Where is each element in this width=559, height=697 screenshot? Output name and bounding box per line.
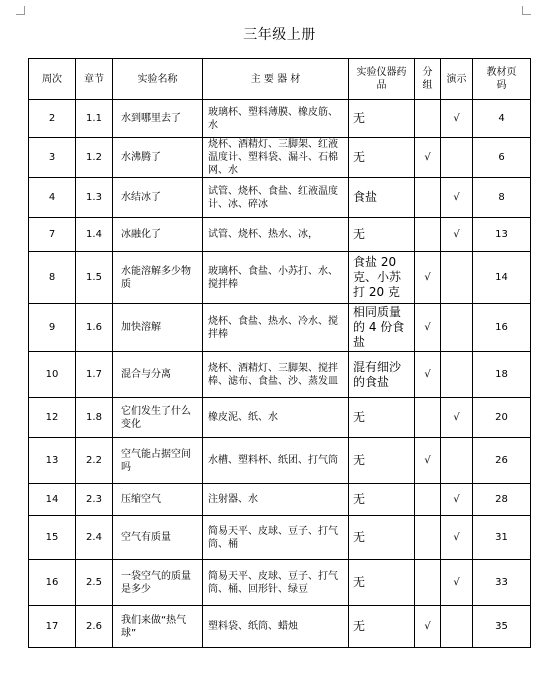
group-check-cell <box>415 100 441 138</box>
demo-check-cell <box>441 252 473 304</box>
experiment-name-cell: 冰融化了 <box>113 218 203 252</box>
group-check-cell: √ <box>415 138 441 178</box>
demo-check-cell: √ <box>441 178 473 218</box>
demo-check-cell: √ <box>441 560 473 606</box>
page-cell: 26 <box>473 438 531 484</box>
materials-cell: 水槽、塑料杯、纸团、打气筒 <box>203 438 349 484</box>
experiment-name-cell: 水能溶解多少物质 <box>113 252 203 304</box>
table-row <box>29 178 531 218</box>
materials-cell: 注射器、水 <box>203 484 349 516</box>
section-cell: 2.4 <box>76 516 113 560</box>
experiment-name-cell: 混合与分离 <box>113 352 203 398</box>
group-check-cell <box>415 560 441 606</box>
group-check-cell: √ <box>415 438 441 484</box>
experiment-name-cell: 水结冰了 <box>113 178 203 218</box>
chemicals-cell: 无 <box>349 484 415 516</box>
table-header-row <box>29 59 531 100</box>
week-cell: 10 <box>29 352 76 398</box>
section-cell: 1.6 <box>76 304 113 352</box>
page-cell: 16 <box>473 304 531 352</box>
page-cell: 33 <box>473 560 531 606</box>
page-corner-mark-right <box>522 6 531 15</box>
group-check-cell: √ <box>415 352 441 398</box>
section-cell: 1.1 <box>76 100 113 138</box>
materials-cell: 简易天平、皮球、豆子、打气筒、桶、回形针、绿豆 <box>203 560 349 606</box>
group-check-cell: √ <box>415 304 441 352</box>
demo-check-cell <box>441 606 473 648</box>
group-check-cell <box>415 178 441 218</box>
week-cell: 17 <box>29 606 76 648</box>
page-corner-mark-left <box>16 6 25 15</box>
group-check-cell <box>415 218 441 252</box>
page-cell: 18 <box>473 352 531 398</box>
header-week: 周次 <box>29 59 76 100</box>
experiment-name-cell: 水到哪里去了 <box>113 100 203 138</box>
demo-check-cell <box>441 304 473 352</box>
materials-cell: 烧杯、酒精灯、三脚架、红液温度计、塑料袋、漏斗、石棉网、水 <box>203 138 349 178</box>
demo-check-cell <box>441 438 473 484</box>
demo-check-cell <box>441 138 473 178</box>
group-check-cell <box>415 398 441 438</box>
experiment-name-cell: 压缩空气 <box>113 484 203 516</box>
experiment-name-cell: 我们来做“热气球” <box>113 606 203 648</box>
demo-check-cell: √ <box>441 484 473 516</box>
demo-check-cell <box>441 352 473 398</box>
page-cell: 13 <box>473 218 531 252</box>
page-cell: 14 <box>473 252 531 304</box>
section-cell: 2.6 <box>76 606 113 648</box>
demo-check-cell: √ <box>441 100 473 138</box>
section-cell: 1.7 <box>76 352 113 398</box>
page-cell: 31 <box>473 516 531 560</box>
table-row <box>29 398 531 438</box>
chemicals-cell: 无 <box>349 438 415 484</box>
demo-check-cell: √ <box>441 218 473 252</box>
chemicals-cell: 无 <box>349 398 415 438</box>
header-group: 分组 <box>415 59 441 100</box>
page-cell: 35 <box>473 606 531 648</box>
table-row <box>29 252 531 304</box>
week-cell: 16 <box>29 560 76 606</box>
week-cell: 3 <box>29 138 76 178</box>
header-chemicals: 实验仪器药品 <box>349 59 415 100</box>
group-check-cell <box>415 516 441 560</box>
table-row <box>29 304 531 352</box>
page-cell: 6 <box>473 138 531 178</box>
section-cell: 2.5 <box>76 560 113 606</box>
table-row <box>29 516 531 560</box>
chemicals-cell: 无 <box>349 138 415 178</box>
materials-cell: 玻璃杯、塑料薄膜、橡皮筋、水 <box>203 100 349 138</box>
experiment-name-cell: 空气有质量 <box>113 516 203 560</box>
chemicals-cell: 无 <box>349 560 415 606</box>
table-row <box>29 218 531 252</box>
chemicals-cell: 无 <box>349 516 415 560</box>
header-name: 实验名称 <box>113 59 203 100</box>
materials-cell: 橡皮泥、纸、水 <box>203 398 349 438</box>
demo-check-cell: √ <box>441 398 473 438</box>
demo-check-cell: √ <box>441 516 473 560</box>
table-row <box>29 438 531 484</box>
experiment-name-cell: 空气能占据空间吗 <box>113 438 203 484</box>
group-check-cell <box>415 484 441 516</box>
chemicals-cell: 无 <box>349 100 415 138</box>
page-cell: 20 <box>473 398 531 438</box>
table-row <box>29 100 531 138</box>
week-cell: 13 <box>29 438 76 484</box>
header-page: 教材页码 <box>473 59 531 100</box>
week-cell: 8 <box>29 252 76 304</box>
section-cell: 2.2 <box>76 438 113 484</box>
week-cell: 12 <box>29 398 76 438</box>
week-cell: 9 <box>29 304 76 352</box>
experiment-name-cell: 加快溶解 <box>113 304 203 352</box>
experiment-table <box>28 58 531 648</box>
week-cell: 15 <box>29 516 76 560</box>
table-row <box>29 560 531 606</box>
materials-cell: 玻璃杯、食盐、小苏打、水、搅拌棒 <box>203 252 349 304</box>
section-cell: 1.2 <box>76 138 113 178</box>
week-cell: 14 <box>29 484 76 516</box>
header-section: 章节 <box>76 59 113 100</box>
materials-cell: 简易天平、皮球、豆子、打气筒、桶 <box>203 516 349 560</box>
document-title: 三年级上册 <box>243 27 316 43</box>
page-cell: 4 <box>473 100 531 138</box>
header-demo: 演示 <box>441 59 473 100</box>
week-cell: 7 <box>29 218 76 252</box>
materials-cell: 烧杯、食盐、热水、冷水、搅拌棒 <box>203 304 349 352</box>
chemicals-cell: 食盐 20 克、小苏打 20 克 <box>349 252 415 304</box>
section-cell: 1.5 <box>76 252 113 304</box>
week-cell: 2 <box>29 100 76 138</box>
experiment-name-cell: 一袋空气的质量是多少 <box>113 560 203 606</box>
table-row <box>29 606 531 648</box>
group-check-cell: √ <box>415 252 441 304</box>
group-check-cell: √ <box>415 606 441 648</box>
chemicals-cell: 相同质量的 4 份食盐 <box>349 304 415 352</box>
chemicals-cell: 无 <box>349 606 415 648</box>
materials-cell: 烧杯、酒精灯、三脚架、搅拌棒、滤布、食盐、沙、蒸发皿 <box>203 352 349 398</box>
header-materials: 主 要 器 材 <box>203 59 349 100</box>
materials-cell: 试管、烧杯、食盐、红液温度计、冰、碎冰 <box>203 178 349 218</box>
page-cell: 28 <box>473 484 531 516</box>
experiment-name-cell: 水沸腾了 <box>113 138 203 178</box>
section-cell: 1.4 <box>76 218 113 252</box>
chemicals-cell: 无 <box>349 218 415 252</box>
section-cell: 2.3 <box>76 484 113 516</box>
table-row <box>29 484 531 516</box>
chemicals-cell: 食盐 <box>349 178 415 218</box>
section-cell: 1.3 <box>76 178 113 218</box>
materials-cell: 试管、烧杯、热水、冰， <box>203 218 349 252</box>
week-cell: 4 <box>29 178 76 218</box>
experiment-name-cell: 它们发生了什么变化 <box>113 398 203 438</box>
table-row <box>29 138 531 178</box>
materials-cell: 塑料袋、纸筒、蜡烛 <box>203 606 349 648</box>
table-row <box>29 352 531 398</box>
page-cell: 8 <box>473 178 531 218</box>
section-cell: 1.8 <box>76 398 113 438</box>
chemicals-cell: 混有细沙的食盐 <box>349 352 415 398</box>
